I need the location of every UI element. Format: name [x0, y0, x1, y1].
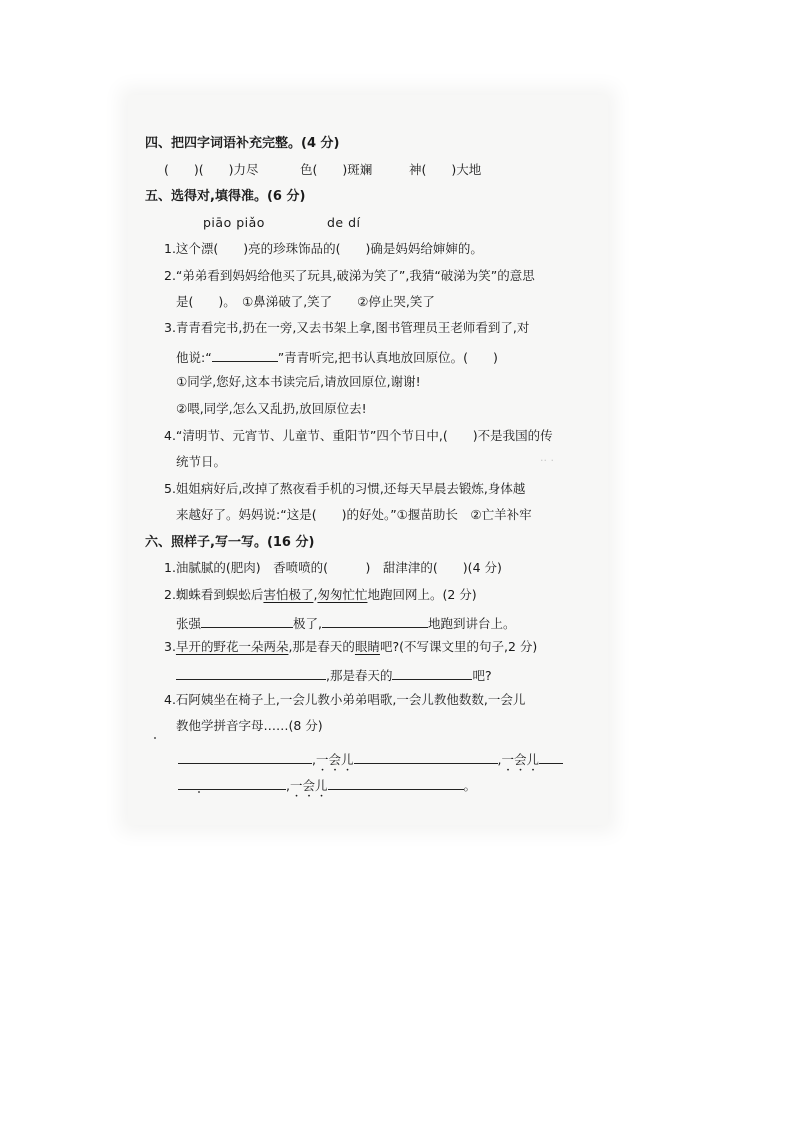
q4-blank-1[interactable]	[178, 751, 312, 764]
s6-question-4-answer-line2	[178, 777, 476, 800]
q4-comma-2: ,	[497, 752, 502, 767]
s6-question-1: 1.油腻腻的(肥肉) 香喷喷的( ) 甜津津的( )(4 分)	[164, 560, 502, 575]
q4-yihuier-3: 一会儿	[289, 778, 328, 793]
section5-heading: 五、选得对,填得准。(6 分)	[145, 189, 306, 204]
section4-item-2: 色( )斑斓	[300, 162, 373, 177]
s6-question-3-line1	[164, 641, 537, 654]
q3-blank-1[interactable]	[176, 667, 326, 680]
section6-heading: 六、照样子,写一写。(16 分)	[145, 535, 315, 550]
s5-question-2-line1: 2.“弟弟看到妈妈给他买了玩具,破涕为笑了”,我猜“破涕为笑”的意思	[164, 268, 535, 283]
q3-answer-blank[interactable]	[212, 349, 278, 362]
q3-mid: ,那是春天的	[326, 668, 393, 683]
q3-num: 3.	[164, 639, 176, 654]
q2-text-a: 2.蜘蛛看到蜈蚣后	[164, 587, 264, 602]
s6-question-4-answer-line1	[178, 751, 563, 774]
s5-question-3-option-2: ②喂,同学,怎么又乱扔,放回原位去!	[176, 401, 367, 416]
s6-question-3-line2	[176, 667, 492, 683]
q3-end: 吧?	[472, 668, 492, 683]
section4-item-1: ( )( )力尽	[164, 162, 259, 177]
s5-question-3-option-1: ①同学,您好,这本书读完后,请放回原位,谢谢!	[176, 374, 421, 389]
bleed-through-mark: ·· ·	[540, 454, 554, 467]
s6-question-4-line1: 4.石阿姨坐在椅子上,一会儿教小弟弟唱歌,一会儿教他数数,一会儿	[164, 692, 526, 707]
q2-example-1: 害怕极了	[263, 587, 314, 602]
q4-period: 。	[463, 778, 477, 793]
s6-question-2-line1	[164, 589, 477, 602]
q4-blank-2[interactable]	[354, 751, 498, 764]
q3-prefix: 他说:“	[176, 350, 212, 365]
q2-subject: 张强	[176, 616, 202, 631]
s5-question-4-line1: 4.“清明节、元宵节、儿童节、重阳节”四个节日中,( )不是我国的传	[164, 428, 553, 443]
q2-ji-le: 极了,	[293, 616, 322, 631]
q4-yihuier-2: 一会儿	[501, 752, 539, 767]
q2-comma: ,	[313, 587, 318, 602]
q4-comma-3: ,	[286, 778, 290, 793]
s5-question-3-line2	[176, 349, 498, 365]
section4-heading: 四、把四字词语补充完整。(4 分)	[145, 136, 340, 151]
s5-question-4-line2: 统节日。	[176, 454, 227, 469]
q3-example-2: 眼睛	[354, 639, 380, 654]
q4-comma-1: ,	[312, 752, 316, 767]
s6-question-2-line2	[176, 615, 516, 631]
q3-example-1: 早开的野花一朵两朵	[175, 639, 289, 654]
q4-blank-4[interactable]	[178, 777, 286, 790]
q4-blank-3[interactable]	[539, 751, 563, 764]
q3-text: ,那是春天的	[288, 639, 355, 654]
q4-yihuier-1: 一会儿	[315, 752, 354, 767]
section4-item-3: 神( )大地	[409, 162, 482, 177]
q2-text-b: 地跑回网上。(2 分)	[367, 587, 477, 602]
s5-question-3-line1: 3.青青看完书,扔在一旁,又去书架上拿,图书管理员王老师看到了,对	[164, 320, 530, 335]
scan-speck	[154, 737, 156, 739]
q4-blank-5[interactable]	[328, 777, 464, 790]
q2-tail: 地跑到讲台上。	[428, 616, 516, 631]
pinyin-piao: piāo piǎo	[203, 215, 265, 230]
q2-example-2: 匆匆忙忙	[317, 587, 368, 602]
s5-question-5-line1: 5.姐姐病好后,改掉了熬夜看手机的习惯,还每天早晨去锻炼,身体越	[164, 481, 526, 496]
q3-suffix: ”青青听完,把书认真地放回原位。( )	[277, 350, 498, 365]
s5-question-5-line2: 来越好了。妈妈说:“这是( )的好处。”①揠苗助长 ②亡羊补牢	[176, 507, 532, 522]
s5-question-1: 1.这个漂( )亮的珍珠饰品的( )确是妈妈给婶婶的。	[164, 241, 483, 256]
q3-blank-2[interactable]	[392, 667, 472, 680]
pinyin-de-di: de dí	[327, 215, 361, 230]
q2-blank-1[interactable]	[201, 615, 293, 628]
s5-question-2-line2: 是( )。 ①鼻涕破了,笑了 ②停止哭,笑了	[176, 294, 435, 309]
s6-question-4-line2: 教他学拼音字母……(8 分)	[176, 718, 323, 733]
q3-note: 吧?(不写课文里的句子,2 分)	[379, 639, 538, 654]
q2-blank-2[interactable]	[322, 615, 428, 628]
